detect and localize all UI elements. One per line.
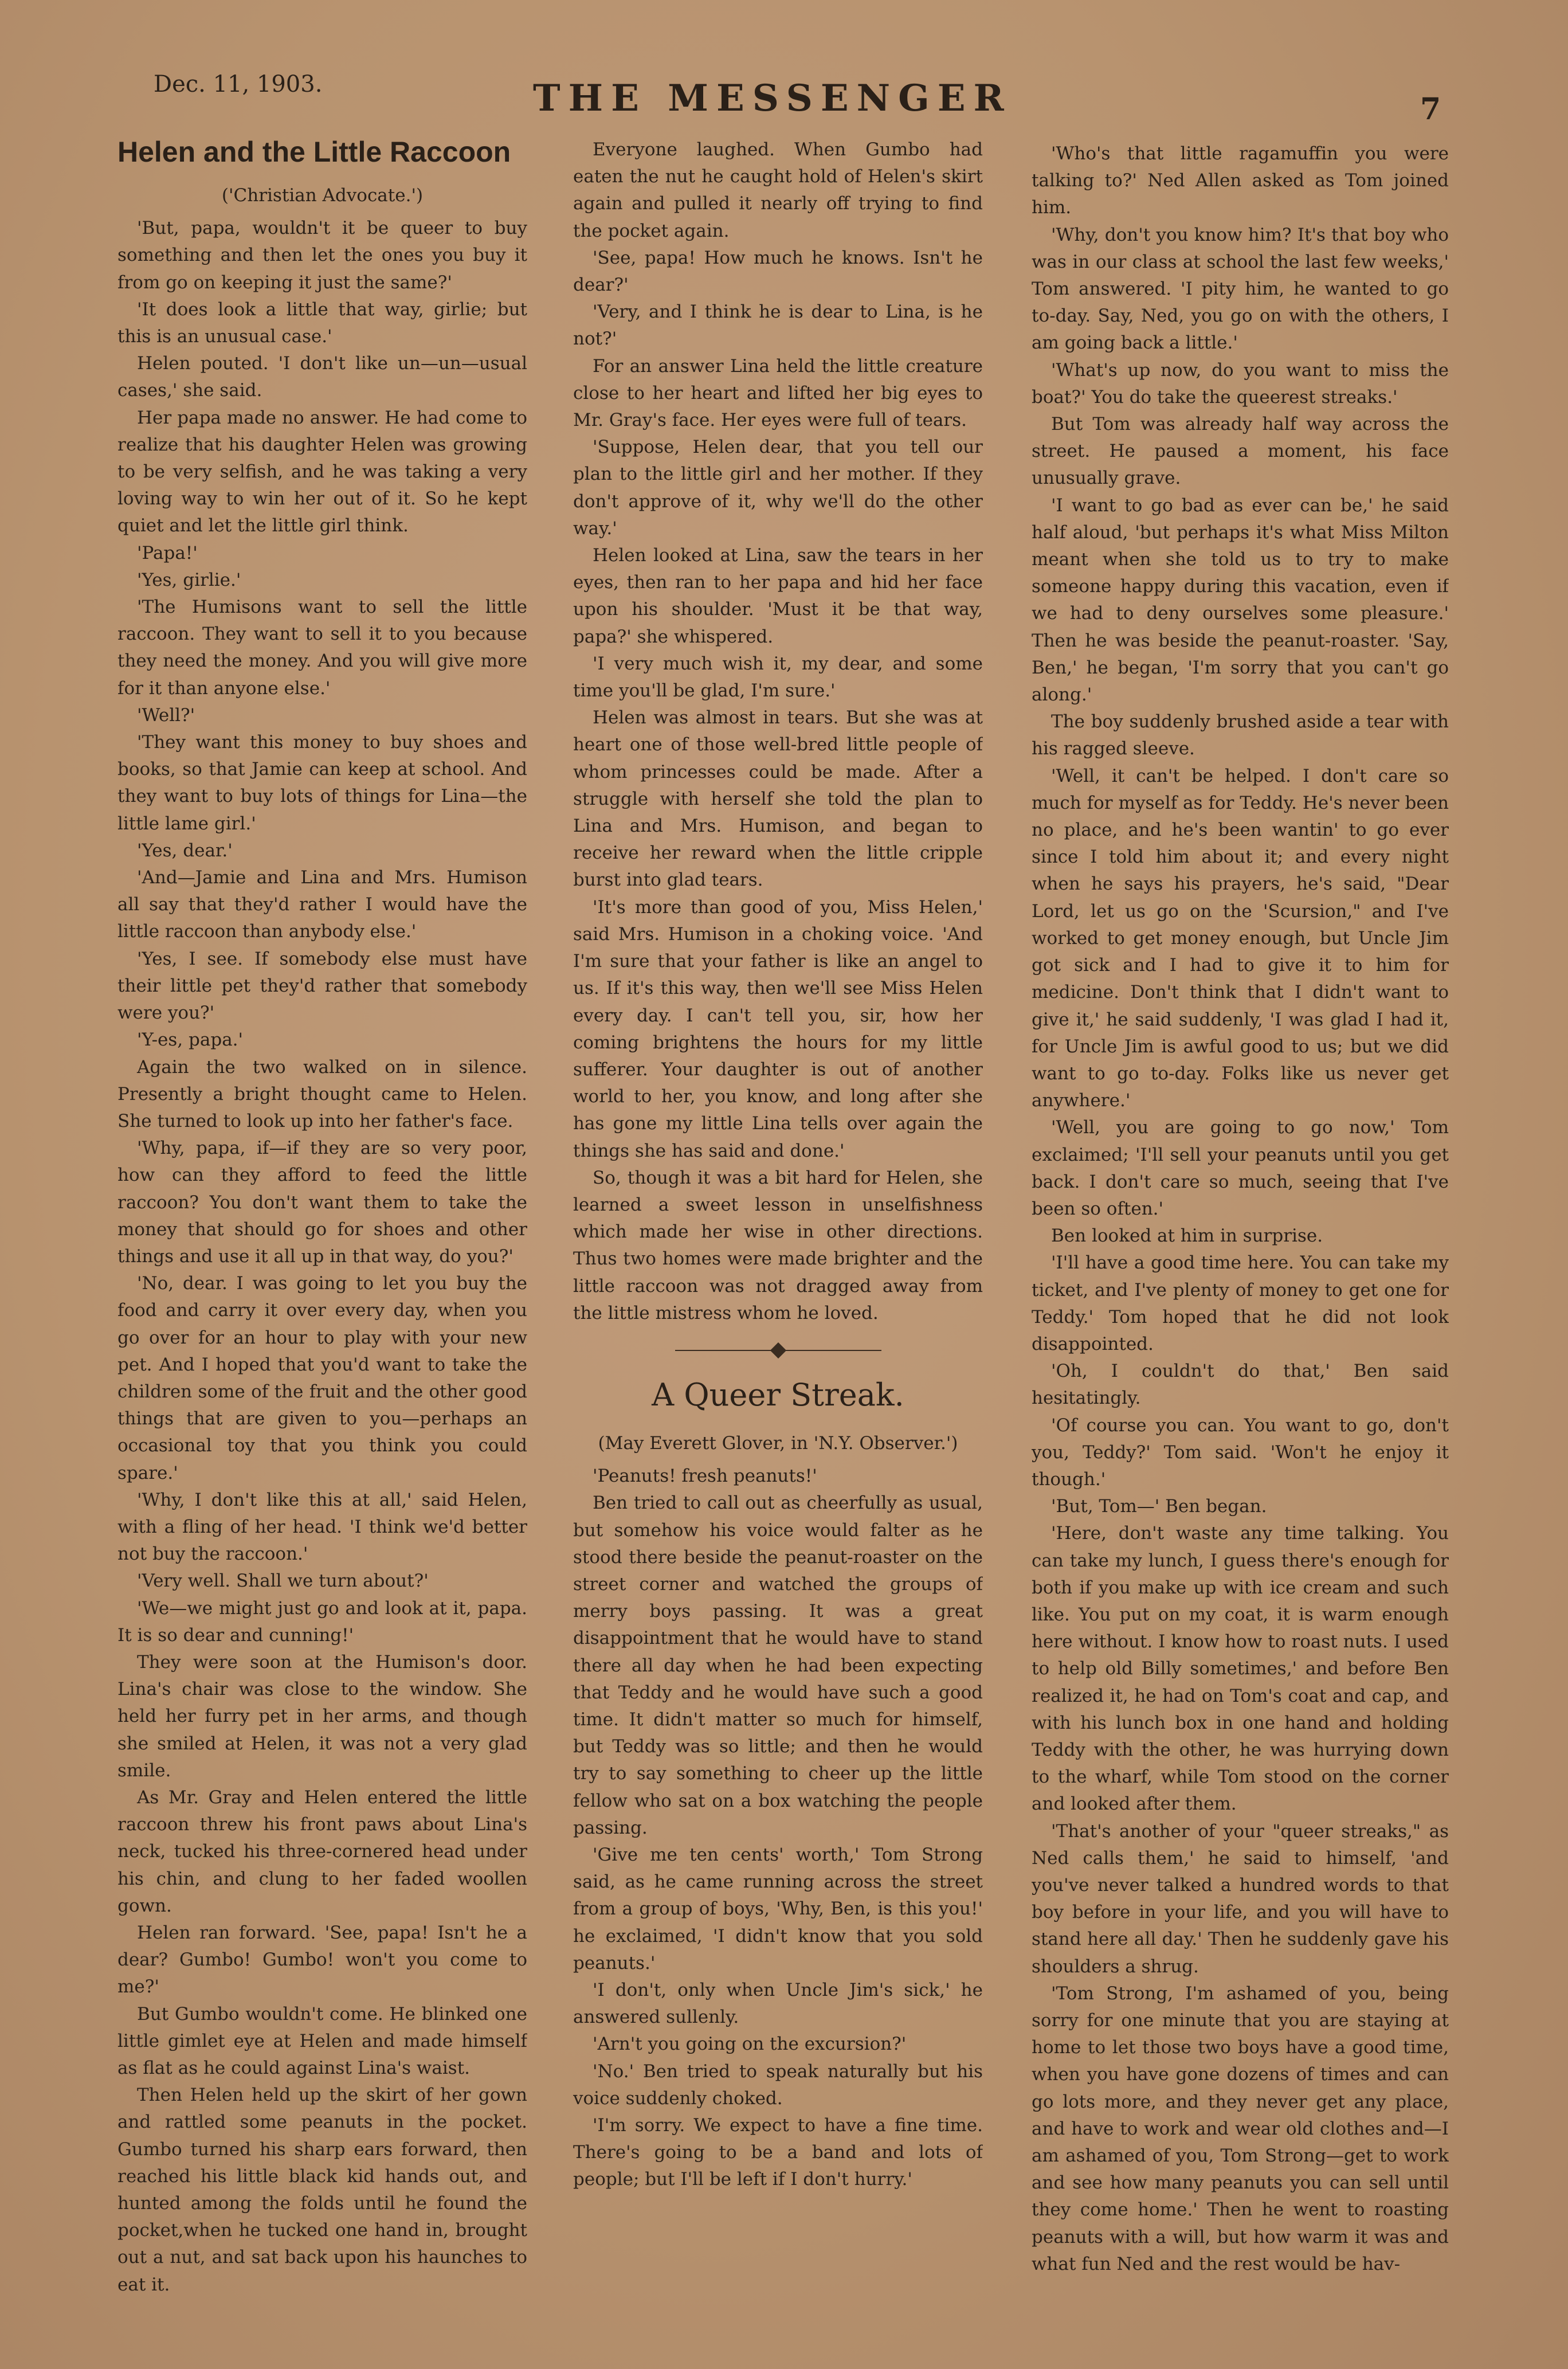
article-body-part (573, 136, 983, 1327)
article-paragraph: Helen ran forward. 'See, papa! Isn't he a dear? Gumbo! Gumbo! won't you come to me?' (117, 1922, 527, 1998)
issue-date: Dec. 11, 1903. (154, 71, 323, 97)
article-paragraph: 'They want this money to buy shoes and books, so that Jamie can keep at school. And they want to buy lots of things for Lina—the little lame girl.' (117, 732, 527, 834)
article-paragraph: 'Well, it can't be helped. I don't care so much for myself as for Teddy. He's never been no place, and he's been wantin' to go ever since I told him about it; and every night when he says his prayers, he's said, "Dear Lord, let us go on the 'Scursion," and I've worked to get money enough, but Uncle Jim got sick and I had to give it to him for medicine. Don't think that I didn't want to give it,' he said suddenly, 'I was glad I had it, for Uncle Jim is awful good to us; but we did want to go to-day. Folks like us never get anywhere.' (1032, 765, 1449, 1111)
article-paragraph: 'Very, and I think he is dear to Lina, is he not?' (573, 301, 983, 350)
article-paragraph: 'Arn't you going on the excursion?' (593, 2034, 907, 2055)
page-number: 7 (1420, 92, 1441, 127)
article-paragraph: 'I'll have a good time here. You can take my ticket, and I've plenty of money to get one for Teddy.' Tom hoped that he did not look disappointed. (1032, 1252, 1449, 1354)
article-paragraph: 'I'm sorry. We expect to have a fine time. There's going to be a band and lots of people; but I'll be left if I don't hurry.' (573, 2115, 983, 2190)
article-paragraph: Her papa made no answer. He had come to realize that his daughter Helen was growing to be very selfish, and he was taking a very loving way to win her out of it. So he kept quiet and let the little girl think. (117, 407, 527, 537)
article-paragraph: 'No.' Ben tried to speak naturally but his voice suddenly choked. (573, 2061, 983, 2109)
article-paragraph: 'Well?' (137, 704, 195, 726)
column-3 (1032, 140, 1449, 2319)
article-paragraph: 'Who's that little ragamuffin you were talking to?' Ned Allen asked as Tom joined him. (1032, 143, 1449, 218)
article-paragraph: 'The Humisons want to sell the little raccoon. They want to sell it to you because they need the money. And you will give more for it than anyone else.' (117, 597, 527, 699)
article-paragraph: 'But, papa, wouldn't it be queer to buy something and then let the ones you buy it from go on keeping it just the same?' (117, 218, 527, 293)
article-paragraph: 'Suppose, Helen dear, that you tell our plan to the little girl and her mother. If they don't approve of it, why we'll do the other way.' (573, 437, 983, 539)
article-paragraph: 'Here, don't waste any time talking. You can take my lunch, I guess there's enough for both if you make up with ice cream and such like. You put on my coat, it is warm enough here without. I know how to roast nuts. I used to help old Billy sometimes,' and before Ben realized it, he had on Tom's coat and cap, and with his lunch box in one hand and holding Teddy with the other, he was hurrying down to the wharf, while Tom stood on the corner and looked after them. (1032, 1523, 1449, 1815)
article-paragraph: 'Why, don't you know him? It's that boy who was in our class at school the last few weeks,' Tom answered. 'I pity him, he wanted to go to-day. Say, Ned, you go on with the others, I am going back a little.' (1032, 224, 1449, 354)
article-paragraph: 'See, papa! How much he knows. Isn't he dear?' (573, 247, 983, 296)
column-1 (117, 131, 527, 2309)
masthead-title: THE MESSENGER (533, 77, 1012, 120)
article-paragraph: 'Very well. Shall we turn about?' (137, 1571, 429, 1592)
article-source: (May Everett Glover, in 'N.Y. Observer.') (598, 1432, 958, 1454)
article-paragraph: 'We—we might just go and look at it, papa. It is so dear and cunning!' (117, 1597, 527, 1646)
article-paragraph: 'Yes, dear.' (137, 840, 233, 861)
article-source: ('Christian Advocate.') (221, 185, 424, 206)
article-body-part (1032, 140, 1449, 2278)
article-title: A Queer Streak. (652, 1376, 904, 1413)
article-paragraph: 'Why, I don't like this at all,' said Helen, with a fling of her head. 'I think we'd better not buy the raccoon.' (117, 1489, 527, 1565)
article-paragraph: 'That's another of your "queer streaks," as Ned calls them,' he said to himself, 'and you've never talked a hundred words to that boy before in your life, and you will have to stand here all day.' Then he suddenly gave his shoulders a shrug. (1032, 1820, 1449, 1977)
article-paragraph: 'What's up now, do you want to miss the boat?' You do take the queerest streaks.' (1032, 359, 1449, 408)
article-paragraph: 'Y-es, papa.' (137, 1029, 244, 1051)
article-body-part (117, 215, 527, 2298)
article-paragraph: 'Tom Strong, I'm ashamed of you, being sorry for one minute that you are staying at home to let those two boys have a good time, when you have gone dozens of times and can go lots more, and they never get any place, and have to work and wear old clothes and—I am ashamed of you, Tom Strong—get to work and see how many peanuts you can sell until they come home.' Then he went to roasting peanuts with a will, but how warm it was and what fun Ned and the rest would be hav- (1032, 1983, 1449, 2274)
article-paragraph: The boy suddenly brushed aside a tear with his ragged sleeve. (1032, 711, 1449, 759)
article-paragraph: 'Peanuts! fresh peanuts!' (593, 1466, 817, 1487)
article-paragraph: Ben looked at him in surprise. (1051, 1225, 1323, 1247)
column-2 (573, 136, 983, 2315)
article-paragraph: 'It does look a little that way, girlie; but this is an unusual case.' (117, 299, 527, 347)
article-paragraph: 'No, dear. I was going to let you buy the food and carry it over every day, when you go over for an hour to play with your new pet. And I hoped that you'd want to take the children some of the fruit and the other good things that are given to you—perhaps an occasional toy that you think you could spare.' (117, 1273, 527, 1483)
article-paragraph: 'Well, you are going to go now,' Tom exclaimed; 'I'll sell your peanuts until you get back. I don't care so much, seeing that I've been so often.' (1032, 1117, 1449, 1219)
article-paragraph: 'Oh, I couldn't do that,' Ben said hesitatingly. (1032, 1361, 1449, 1409)
article-paragraph: 'It's more than good of you, Miss Helen,' said Mrs. Humison in a choking voice. 'And I'm sure that your father is like an angel to us. If it's this way, then we'll see Miss Helen every day. I can't tell you, sir, how her coming brightens the hours for my little sufferer. Your daughter is out of another world to her, you know, and long after she has gone my little Lina tells over again the things she has said and done.' (573, 896, 983, 1161)
article-paragraph: 'I very much wish it, my dear, and some time you'll be glad, I'm sure.' (573, 653, 983, 702)
article-paragraph: 'Why, papa, if—if they are so very poor, how can they afford to feed the little raccoon? You don't want them to take the money that should go for shoes and other things and use it all up in that way, do you?' (117, 1138, 527, 1267)
article-paragraph: Helen was almost in tears. But she was at heart one of those well-bred little people of whom princesses could be made. After a struggle with herself she told the plan to Lina and Mrs. Humison, and began to receive her reward when the little cripple burst into glad tears. (573, 707, 983, 891)
article-body-part (573, 1463, 983, 2193)
article-paragraph: 'Papa!' (137, 542, 198, 563)
article-paragraph: Again the two walked on in silence. Presently a bright thought came to Helen. She turned to look up into her father's face. (117, 1056, 527, 1131)
article-paragraph: Ben tried to call out as cheerfully as usual, but somehow his voice would falter as he stood there beside the peanut-roaster on the street corner and watched the groups of merry boys passing. It was a great disappointment that he would have to stand there all day when he had been expecting that Teddy and he would have such a good time. It didn't matter so much for himself, but Teddy was so little; and then he would try to say something to cheer up the little fellow who sat on a box watching the people passing. (573, 1493, 983, 1838)
article-paragraph: 'Yes, girlie.' (137, 569, 241, 590)
article-paragraph: But Gumbo wouldn't come. He blinked one little gimlet eye at Helen and made himself as flat as he could against Lina's waist. (117, 2003, 527, 2079)
article-paragraph: But Tom was already half way across the street. He paused a moment, his face unusually grave. (1032, 414, 1449, 489)
article-paragraph: Then Helen held up the skirt of her gown and rattled some peanuts in the pocket. Gumbo turned his sharp ears forward, then reached his little black kid hands out, and hunted among the folds until he found the pocket,when he tucked one hand in, brought out a nut, and sat back upon his haunches to eat it. (117, 2085, 527, 2295)
article-paragraph: Everyone laughed. When Gumbo had eaten the nut he caught hold of Helen's skirt again and pulled it nearly off trying to find the pocket again. (573, 139, 983, 241)
article-paragraph: Helen pouted. 'I don't like un—un—usual cases,' she said. (117, 353, 527, 401)
article-paragraph: 'And—Jamie and Lina and Mrs. Humison all say that they'd rather I would have the little raccoon than anybody else.' (117, 867, 527, 942)
article-paragraph: 'I want to go bad as ever can be,' he said half aloud, 'but perhaps it's what Miss Milton meant when she told us to try to make someone happy during this vacation, even if we had to deny ourselves some pleasure.' Then he was beside the peanut-roaster. 'Say, Ben,' he began, 'I'm sorry that you can't go along.' (1032, 495, 1449, 706)
article-paragraph: As Mr. Gray and Helen entered the little raccoon threw his front paws about Lina's neck, tucked his three-cornered head under his chin, and clung to her faded woollen gown. (117, 1787, 527, 1916)
article-paragraph: 'Of course you can. You want to go, don't you, Teddy?' Tom said. 'Won't he enjoy it though.' (1032, 1415, 1449, 1490)
article-paragraph: 'But, Tom—' Ben began. (1051, 1496, 1267, 1517)
article-title: Helen and the Little Raccoon (117, 136, 511, 168)
article-divider (675, 1342, 881, 1359)
article-paragraph: So, though it was a bit hard for Helen, she learned a sweet lesson in unselfishness which made her wise in other directions. Thus two homes were made brighter and the little raccoon was not dragged away from the little mistress whom he loved. (573, 1167, 983, 1323)
article-paragraph: For an answer Lina held the little creature close to her heart and lifted her big eyes to Mr. Gray's face. Her eyes were full of tears. (573, 355, 983, 431)
article-paragraph: 'I don't, only when Uncle Jim's sick,' he answered sullenly. (573, 1980, 983, 2028)
article-paragraph: 'Give me ten cents' worth,' Tom Strong said, as he came running across the street from a group of boys, 'Why, Ben, is this you!' he exclaimed, 'I didn't know that you sold peanuts.' (573, 1844, 983, 1973)
article-paragraph: 'Yes, I see. If somebody else must have their little pet they'd rather that somebody were you?' (117, 948, 527, 1024)
article-paragraph: They were soon at the Humison's door. Lina's chair was close to the window. She held her furry pet in her arms, and though she smiled at Helen, it was not a very glad smile. (117, 1651, 527, 1781)
article-paragraph: Helen looked at Lina, saw the tears in her eyes, then ran to her papa and hid her face upon his shoulder. 'Must it be that way, papa?' she whispered. (573, 545, 983, 647)
